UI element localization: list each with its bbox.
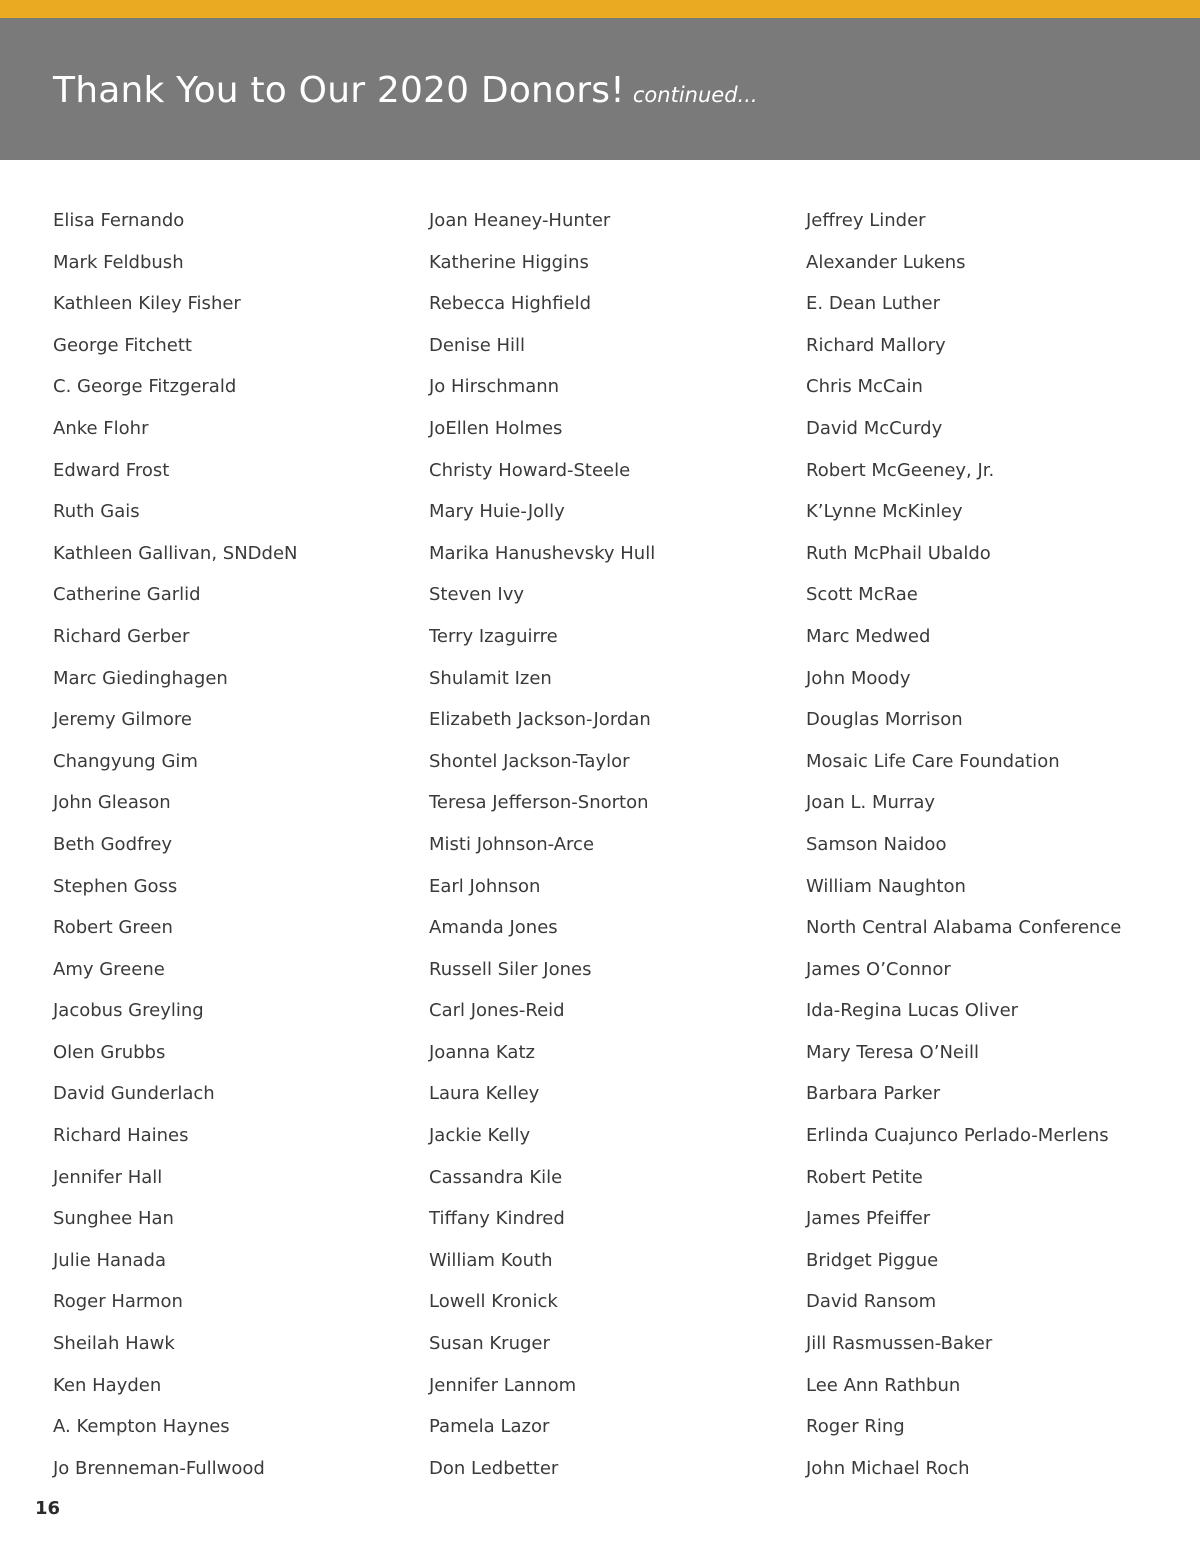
donor-name: Roger Ring bbox=[806, 1416, 905, 1438]
donor-name: Beth Godfrey bbox=[53, 833, 173, 855]
donor-name: Christy Howard-Steele bbox=[429, 459, 631, 481]
donor-name: Sheilah Hawk bbox=[53, 1333, 175, 1355]
donor-name: Misti Johnson-Arce bbox=[429, 833, 595, 855]
donor-name: Jeremy Gilmore bbox=[53, 709, 192, 731]
donor-name: Terry Izaguirre bbox=[429, 625, 558, 647]
donor-name: David Gunderlach bbox=[53, 1083, 215, 1105]
donor-name: Kathleen Gallivan, SNDdeN bbox=[53, 542, 298, 564]
donor-name: Changyung Gim bbox=[53, 750, 198, 772]
donor-name: Tiffany Kindred bbox=[429, 1208, 565, 1230]
donor-name: Mary Huie-Jolly bbox=[429, 501, 565, 523]
donor-name: Pamela Lazor bbox=[429, 1416, 550, 1438]
donor-name: Joanna Katz bbox=[429, 1041, 535, 1063]
donor-name: Susan Kruger bbox=[429, 1333, 550, 1355]
donor-name: David Ransom bbox=[806, 1291, 937, 1313]
donor-name: Anke Flohr bbox=[53, 417, 149, 439]
donor-name: Sunghee Han bbox=[53, 1208, 174, 1230]
page-title bbox=[53, 66, 758, 120]
donor-name: Catherine Garlid bbox=[53, 584, 201, 606]
donor-name: Ida-Regina Lucas Oliver bbox=[806, 1000, 1019, 1022]
donor-name: Roger Harmon bbox=[53, 1291, 183, 1313]
title-continued: continued... bbox=[632, 83, 758, 107]
donor-name: John Moody bbox=[806, 667, 911, 689]
donor-name: Jill Rasmussen-Baker bbox=[806, 1333, 993, 1355]
donor-name: Richard Gerber bbox=[53, 625, 190, 647]
donor-name: Lowell Kronick bbox=[429, 1291, 558, 1313]
donor-name: William Naughton bbox=[806, 875, 966, 897]
donor-name: Katherine Higgins bbox=[429, 251, 589, 273]
donor-name: K’Lynne McKinley bbox=[806, 501, 963, 523]
page-number: 16 bbox=[35, 1498, 61, 1519]
donor-name: Olen Grubbs bbox=[53, 1041, 166, 1063]
donor-name: Mark Feldbush bbox=[53, 251, 184, 273]
donor-name: Jennifer Hall bbox=[53, 1166, 163, 1188]
donor-name: Ruth Gais bbox=[53, 501, 140, 523]
donor-name: Stephen Goss bbox=[53, 875, 178, 897]
donor-name: Robert Petite bbox=[806, 1166, 923, 1188]
donor-name: Ruth McPhail Ubaldo bbox=[806, 542, 991, 564]
donor-column-2 bbox=[429, 200, 655, 1489]
donor-name: E. Dean Luther bbox=[806, 293, 940, 315]
donor-name: Jennifer Lannom bbox=[429, 1374, 577, 1396]
donor-name: Jacobus Greyling bbox=[53, 1000, 204, 1022]
donor-name: Teresa Jefferson-Snorton bbox=[429, 792, 649, 814]
donor-name: Scott McRae bbox=[806, 584, 918, 606]
donor-name: Bridget Piggue bbox=[806, 1249, 939, 1271]
donor-name: Joan Heaney-Hunter bbox=[429, 210, 611, 231]
donor-name: Marc Giedinghagen bbox=[53, 667, 228, 689]
donor-name: William Kouth bbox=[429, 1249, 553, 1271]
donor-name: James Pfeiffer bbox=[806, 1208, 931, 1230]
donor-column-3 bbox=[806, 200, 1121, 1489]
donor-name: Erlinda Cuajunco Perlado-Merlens bbox=[806, 1125, 1109, 1147]
donor-name: John Gleason bbox=[53, 792, 171, 814]
donor-name: Steven Ivy bbox=[429, 584, 525, 606]
donor-name: Mary Teresa O’Neill bbox=[806, 1041, 979, 1063]
donor-name: Robert McGeeney, Jr. bbox=[806, 459, 995, 481]
donor-name: Amy Greene bbox=[53, 958, 165, 980]
donor-name: C. George Fitzgerald bbox=[53, 376, 237, 398]
donor-name: Jeffrey Linder bbox=[806, 210, 926, 231]
donor-name: A. Kempton Haynes bbox=[53, 1416, 230, 1438]
donor-name: Elisa Fernando bbox=[53, 210, 185, 231]
donor-name: Barbara Parker bbox=[806, 1083, 941, 1105]
title-text: Thank You to Our 2020 Donors! bbox=[53, 70, 625, 111]
donor-name: Denise Hill bbox=[429, 334, 526, 356]
donor-name: Rebecca Highfield bbox=[429, 293, 592, 315]
donor-name: Marika Hanushevsky Hull bbox=[429, 542, 656, 564]
donor-name: Jo Hirschmann bbox=[429, 376, 560, 398]
donor-name: George Fitchett bbox=[53, 334, 192, 356]
donor-name: Julie Hanada bbox=[53, 1249, 166, 1271]
donor-name: James O’Connor bbox=[806, 958, 951, 980]
donor-name: Lee Ann Rathbun bbox=[806, 1374, 961, 1396]
donor-name: JoEllen Holmes bbox=[429, 417, 563, 439]
donor-name: Earl Johnson bbox=[429, 875, 541, 897]
donor-name: Russell Siler Jones bbox=[429, 958, 592, 980]
donor-name: Joan L. Murray bbox=[806, 792, 936, 814]
donor-name: Don Ledbetter bbox=[429, 1457, 559, 1479]
donor-name: Alexander Lukens bbox=[806, 251, 966, 273]
donor-name: Chris McCain bbox=[806, 376, 923, 398]
donor-name: John Michael Roch bbox=[806, 1457, 970, 1479]
donor-name: Elizabeth Jackson-Jordan bbox=[429, 709, 651, 731]
donor-name: David McCurdy bbox=[806, 417, 943, 439]
donor-name: Laura Kelley bbox=[429, 1083, 540, 1105]
donor-name: Shontel Jackson-Taylor bbox=[429, 750, 630, 772]
donor-name: Edward Frost bbox=[53, 459, 170, 481]
donor-name: Ken Hayden bbox=[53, 1374, 162, 1396]
donor-column-1 bbox=[53, 200, 298, 1489]
donor-name: North Central Alabama Conference bbox=[806, 917, 1122, 939]
donor-name: Amanda Jones bbox=[429, 917, 558, 939]
donor-name: Shulamit Izen bbox=[429, 667, 552, 689]
donor-name: Marc Medwed bbox=[806, 625, 931, 647]
donor-name: Robert Green bbox=[53, 917, 173, 939]
donor-name: Jo Brenneman-Fullwood bbox=[53, 1457, 265, 1479]
donor-name: Richard Mallory bbox=[806, 334, 946, 356]
donor-name: Samson Naidoo bbox=[806, 833, 947, 855]
donor-name: Jackie Kelly bbox=[429, 1125, 531, 1147]
donor-name: Richard Haines bbox=[53, 1125, 189, 1147]
accent-bar bbox=[0, 0, 1200, 18]
donor-name: Mosaic Life Care Foundation bbox=[806, 750, 1060, 772]
donor-name: Douglas Morrison bbox=[806, 709, 963, 731]
donor-name: Carl Jones-Reid bbox=[429, 1000, 565, 1022]
donor-name: Kathleen Kiley Fisher bbox=[53, 293, 241, 315]
donor-name: Cassandra Kile bbox=[429, 1166, 563, 1188]
